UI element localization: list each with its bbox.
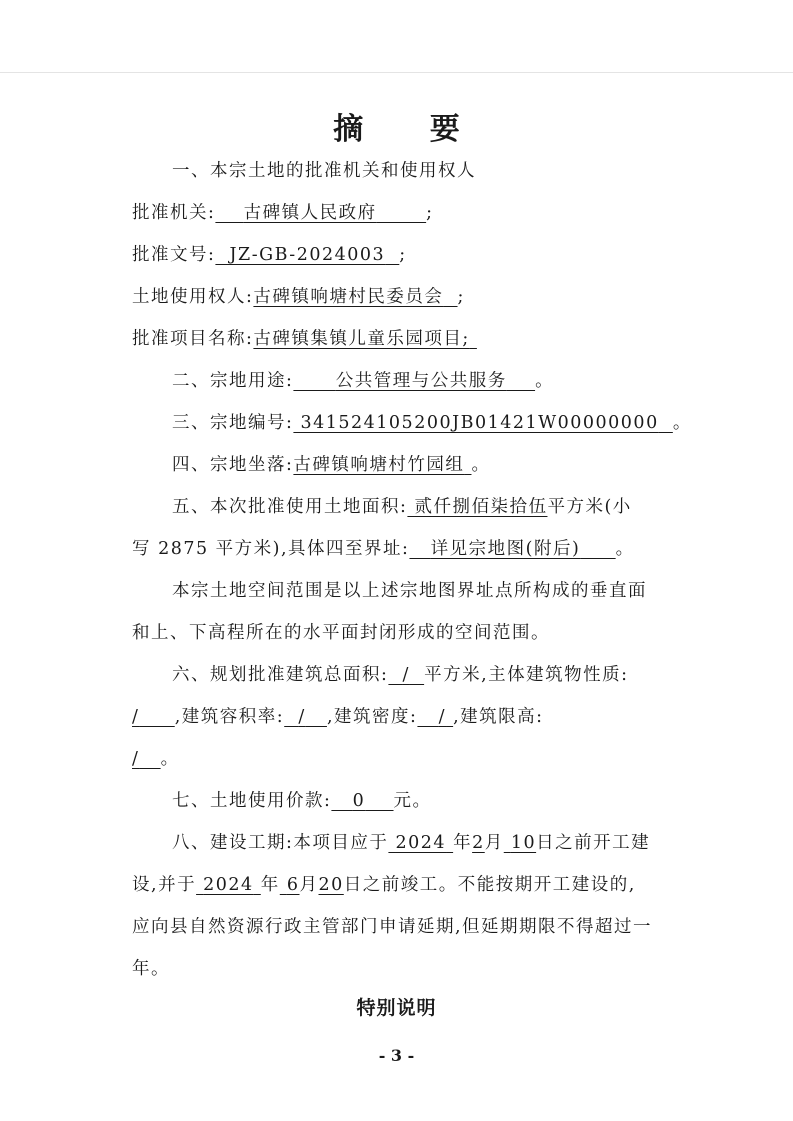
building-line-3: / 。 xyxy=(132,749,180,769)
scan-edge-line xyxy=(0,72,793,73)
area-upper-value: 贰仟捌佰柒拾伍 xyxy=(414,497,548,517)
location-line: 四、宗地坐落:古碑镇响塘村竹园组 。 xyxy=(172,455,491,475)
project-name-line: 批准项目名称:古碑镇集镇儿童乐园项目; xyxy=(132,329,470,349)
area-line-2: 写 2875 平方米),具体四至界址: 详见宗地图(附后) 。 xyxy=(132,539,635,559)
end-year-value: 2024 xyxy=(203,875,254,895)
end-day-value: 20 xyxy=(318,875,344,895)
building-nature-value: / xyxy=(132,707,140,727)
parcel-no-value: 341524105200JB01421W00000000 xyxy=(300,413,659,433)
approval-org-line: 批准机关: 古碑镇人民政府 ; xyxy=(132,203,434,223)
building-line-1: 六、规划批准建筑总面积: / 平方米,主体建筑物性质: xyxy=(172,665,629,685)
start-year-value: 2024 xyxy=(395,833,447,853)
price-value: 0 xyxy=(352,791,366,811)
space-line-2: 和上、下高程所在的水平面封闭形成的空间范围。 xyxy=(132,623,550,643)
approval-no-value: JZ-GB-2024003 xyxy=(229,245,386,265)
price-line: 七、土地使用价款: 0 元。 xyxy=(172,791,432,811)
parcel-no-line: 三、宗地编号: 341524105200JB01421W00000000 。 xyxy=(172,413,692,433)
page-number: - 3 - xyxy=(378,1046,415,1065)
start-month-value: 2 xyxy=(472,833,485,853)
section-1-heading: 一、本宗土地的批准机关和使用权人 xyxy=(172,161,476,181)
construction-line-1: 八、建设工期:本项目应于 2024 年2月 10日之前开工建 xyxy=(172,833,651,853)
area-line-1: 五、本次批准使用土地面积: 贰仟捌佰柒拾伍平方米(小 xyxy=(172,497,632,517)
land-user-value: 古碑镇响塘村民委员会 xyxy=(253,287,444,307)
land-user-line: 土地使用权人:古碑镇响塘村民委员会 ; xyxy=(132,287,465,307)
project-name-value: 古碑镇集镇儿童乐园项目; xyxy=(253,329,470,349)
land-usage-value: 公共管理与公共服务 xyxy=(335,371,507,391)
end-month-value: 6 xyxy=(286,875,300,895)
building-line-2: / ,建筑容积率: / ,建筑密度: / ,建筑限高: xyxy=(132,707,544,727)
boundary-value: 详见宗地图(附后) xyxy=(430,539,581,559)
approval-org-value: 古碑镇人民政府 xyxy=(243,203,377,223)
construction-line-3: 应向县自然资源行政主管部门申请延期,但延期期限不得超过一 xyxy=(132,917,653,937)
approval-no-line: 批准文号: JZ-GB-2024003 ; xyxy=(132,245,407,265)
construction-line-2: 设,并于 2024 年 6月20日之前竣工。不能按期开工建设的, xyxy=(132,875,636,895)
height-limit-value: / xyxy=(132,749,140,769)
construction-line-4: 年。 xyxy=(132,959,170,979)
total-building-area-value: / xyxy=(402,665,410,685)
document-title: 摘 要 xyxy=(333,112,488,147)
density-value: / xyxy=(438,707,447,727)
space-line-1: 本宗土地空间范围是以上述宗地图界址点所构成的垂直面 xyxy=(172,581,647,601)
land-usage-line: 二、宗地用途: 公共管理与公共服务 。 xyxy=(172,371,555,391)
special-note-heading: 特别说明 xyxy=(356,997,437,1019)
far-value: / xyxy=(298,707,306,727)
start-day-value: 10 xyxy=(510,833,537,853)
location-value: 古碑镇响塘村竹园组 xyxy=(293,455,465,475)
